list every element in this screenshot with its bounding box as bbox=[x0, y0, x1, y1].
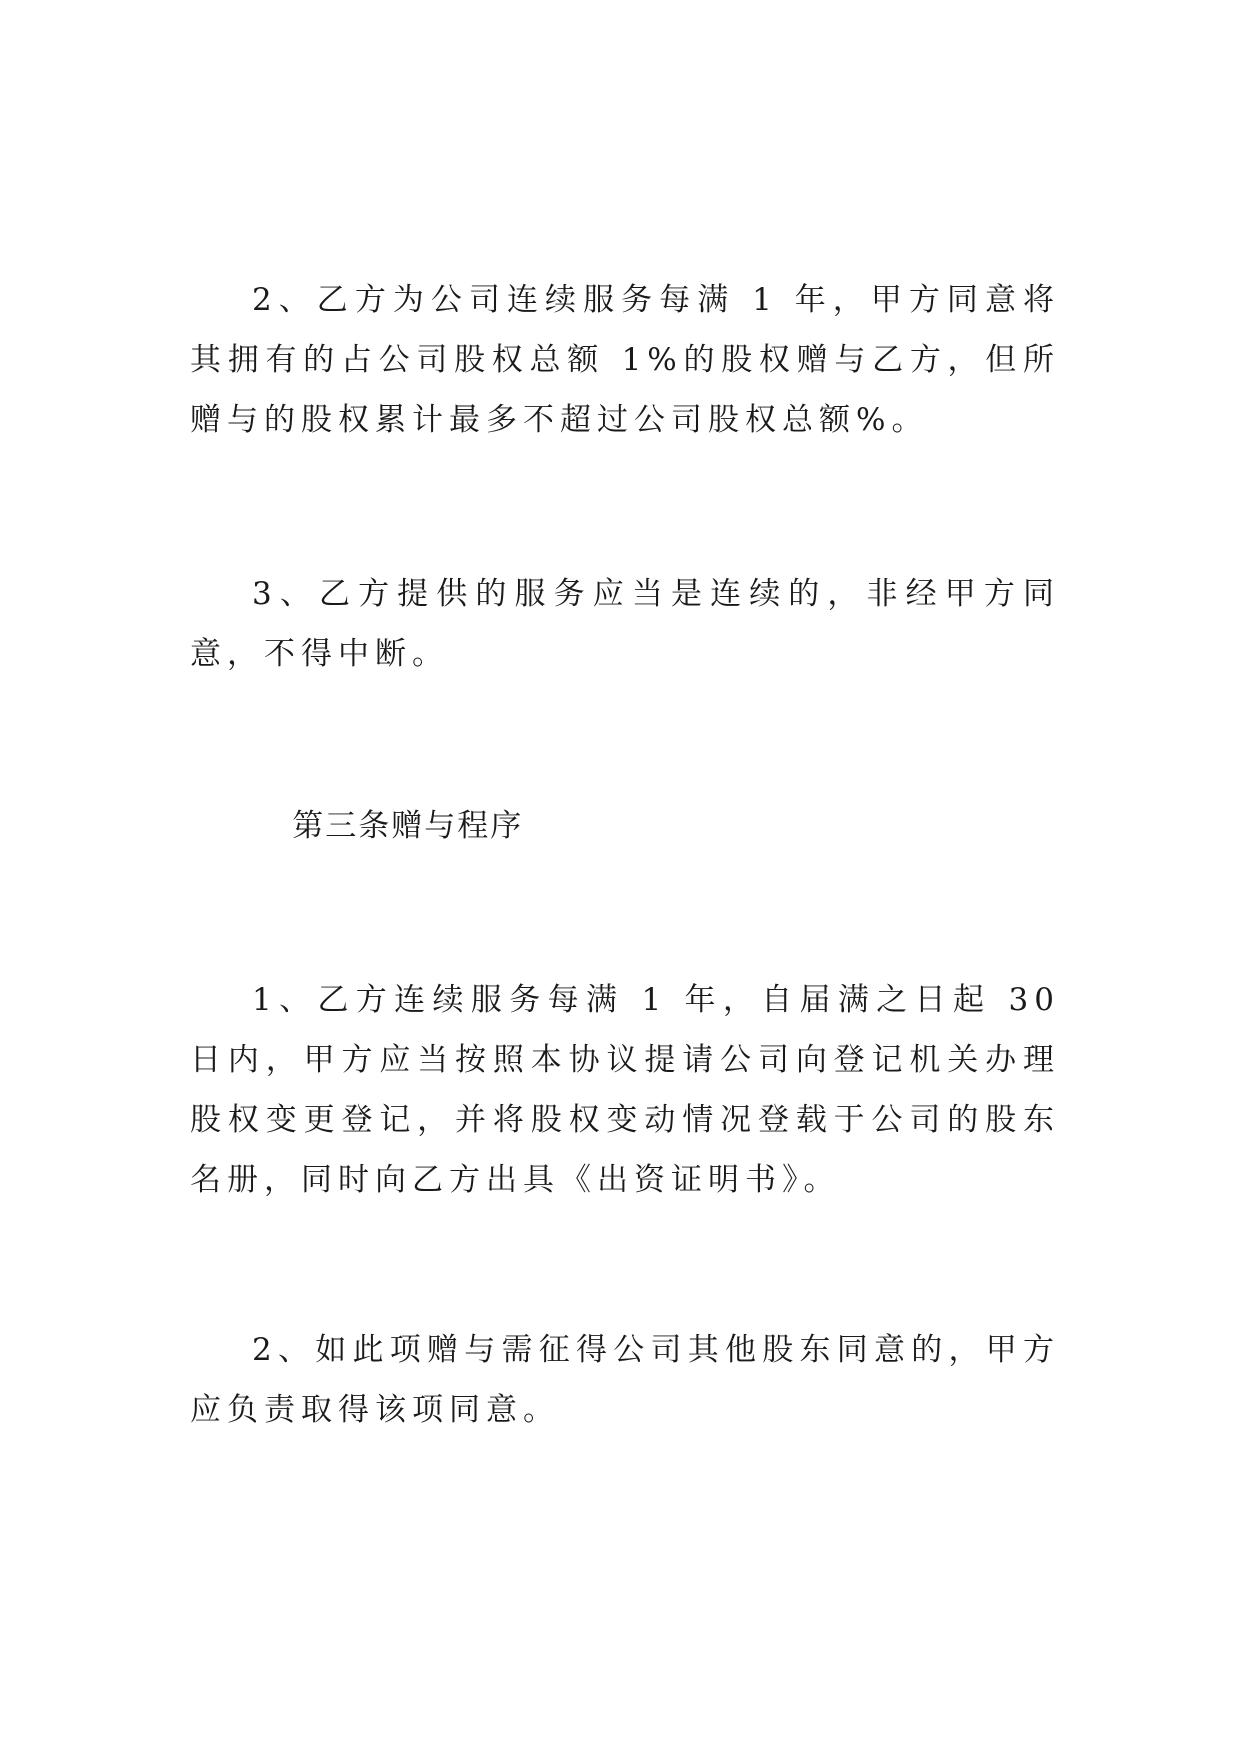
procedure-clause-2-consent: 2、如此项赠与需征得公司其他股东同意的，甲方应负责取得该项同意。 bbox=[190, 1332, 1060, 1428]
procedure-clause-1-registration: 1、乙方连续服务每满 1 年，自届满之日起 30 日内，甲方应当按照本协议提请公司向登记机关办理股权变更登记，并将股权变动情况登载于公司的股东名册，同时向乙方出具《出资证明书》。 bbox=[190, 982, 1060, 1198]
article-3-heading: 第三条赠与程序 bbox=[292, 808, 524, 844]
clause-3-continuous-service: 3、乙方提供的服务应当是连续的，非经甲方同意，不得中断。 bbox=[190, 576, 1060, 672]
clause-2-service-share-gift: 2、乙方为公司连续服务每满 1 年，甲方同意将其拥有的占公司股权总额 1%的股权赠与乙方，但所赠与的股权累计最多不超过公司股权总额%。 bbox=[190, 282, 1060, 438]
